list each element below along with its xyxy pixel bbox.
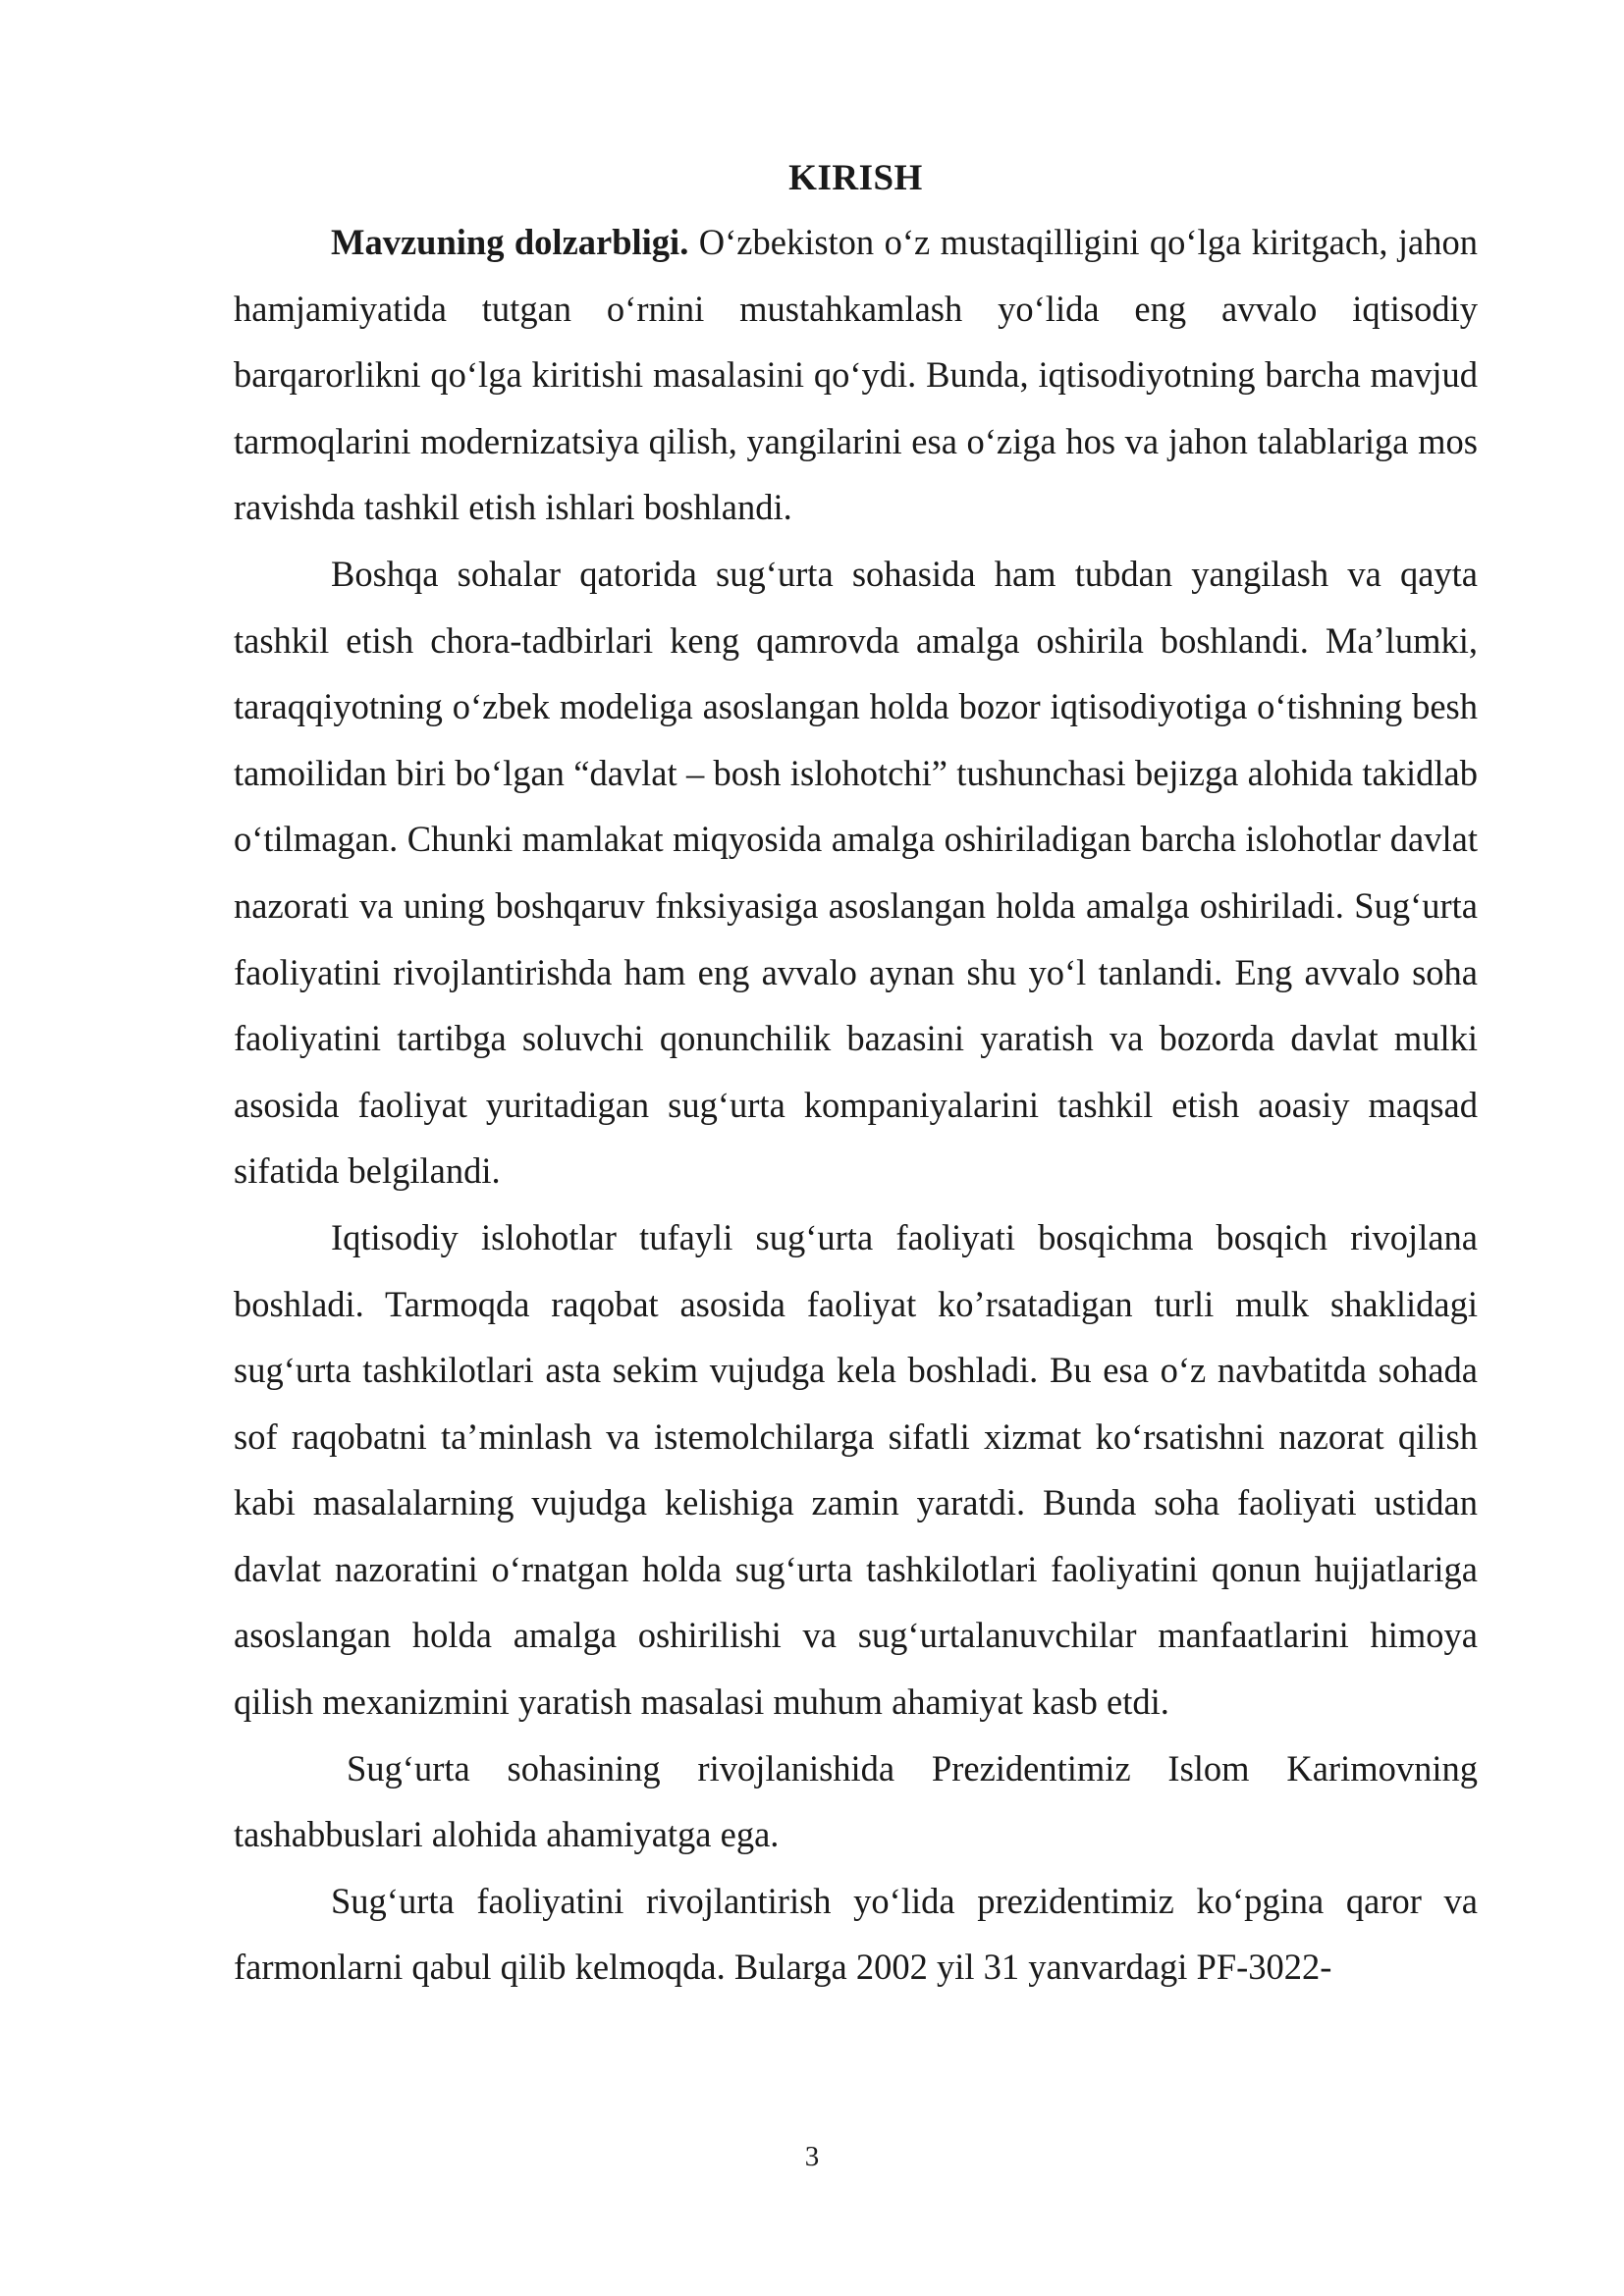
paragraph-5: Sug‘urta faoliyatini rivojlantirish yo‘lida prezidentimiz ko‘pgina qaror va farmonlarni qabul qilib kelmoqda. Bularga 2002 yil 31 yanvardagi PF-3022- bbox=[234, 1880, 1478, 1988]
page-body bbox=[234, 147, 1478, 2001]
paragraph-2: Boshqa sohalar qatorida sug‘urta sohasida ham tubdan yangilash va qayta tashkil etish chora-tadbirlari keng qamrovda amalga oshirila boshlandi. Ma’lumki, taraqqiyotning o‘zbek modeliga asoslangan holda bozor iqtisodiyotiga o‘tishning besh tamoilidan biri bo‘lgan “davlat – bosh islohotchi” tushunchasi bejizga alohida takidlab o‘tilmagan. Chunki mamlakat miqyosida amalga oshiriladigan barcha islohotlar davlat nazorati va uning boshqaruv fnksiyasiga asoslangan holda amalga oshiriladi. Sug‘urta faoliyatini rivojlantirishda ham eng avvalo aynan shu yo‘l tanlandi. Eng avvalo soha faoliyatini tartibga soluvchi qonunchilik bazasini yaratish va bozorda davlat mulki asosida faoliyat yuritadigan sug‘urta kompaniyalarini tashkil etish aoasiy maqsad sifatida belgilandi. bbox=[234, 553, 1478, 1192]
paragraph-3: Iqtisodiy islohotlar tufayli sug‘urta faoliyati bosqichma bosqich rivojlana boshladi. Tarmoqda raqobat asosida faoliyat ko’rsatadigan turli mulk shaklidagi sug‘urta tashkilotlari asta sekim vujudga kela boshladi. Bu esa o‘z navbatitda sohada sof raqobatni ta’minlash va istemolchilarga sifatli xizmat ko‘rsatishni nazorat qilish kabi masalalarning vujudga kelishiga zamin yaratdi. Bunda soha faoliyati ustidan davlat nazoratini o‘rnatgan holda sug‘urta tashkilotlari faoliyatini qonun hujjatlariga asoslangan holda amalga oshirilishi va sug‘urtalanuvchilar manfaatlarini himoya qilish mexanizmini yaratish masalasi muhum ahamiyat kasb etdi. bbox=[234, 1216, 1478, 1723]
paragraph-relevance bbox=[234, 209, 1478, 541]
paragraph-4: Sug‘urta sohasining rivojlanishida Prezidentimiz Islom Karimovning tashabbuslari alohida ahamiyatga ega. bbox=[234, 1747, 1478, 1855]
paragraph-text: O‘zbekiston o‘z mustaqilligini qo‘lga kiritgach, jahon hamjamiyatida tutgan o‘rnini mustahkamlash yo‘lida eng avvalo iqtisodiy barqarorlikni qo‘lga kiritishi masalasini qo‘ydi. Bunda, iqtisodiyotning barcha mavjud tarmoqlarini modernizatsiya qilish, yangilarini esa o‘ziga hos va jahon talablariga mos ravishda tashkil etish ishlari boshlandi. bbox=[234, 222, 1478, 528]
section-heading: KIRISH bbox=[788, 158, 923, 198]
page-number: 3 bbox=[804, 2141, 820, 2172]
paragraph-lead: Mavzuning dolzarbligi. bbox=[331, 222, 689, 262]
